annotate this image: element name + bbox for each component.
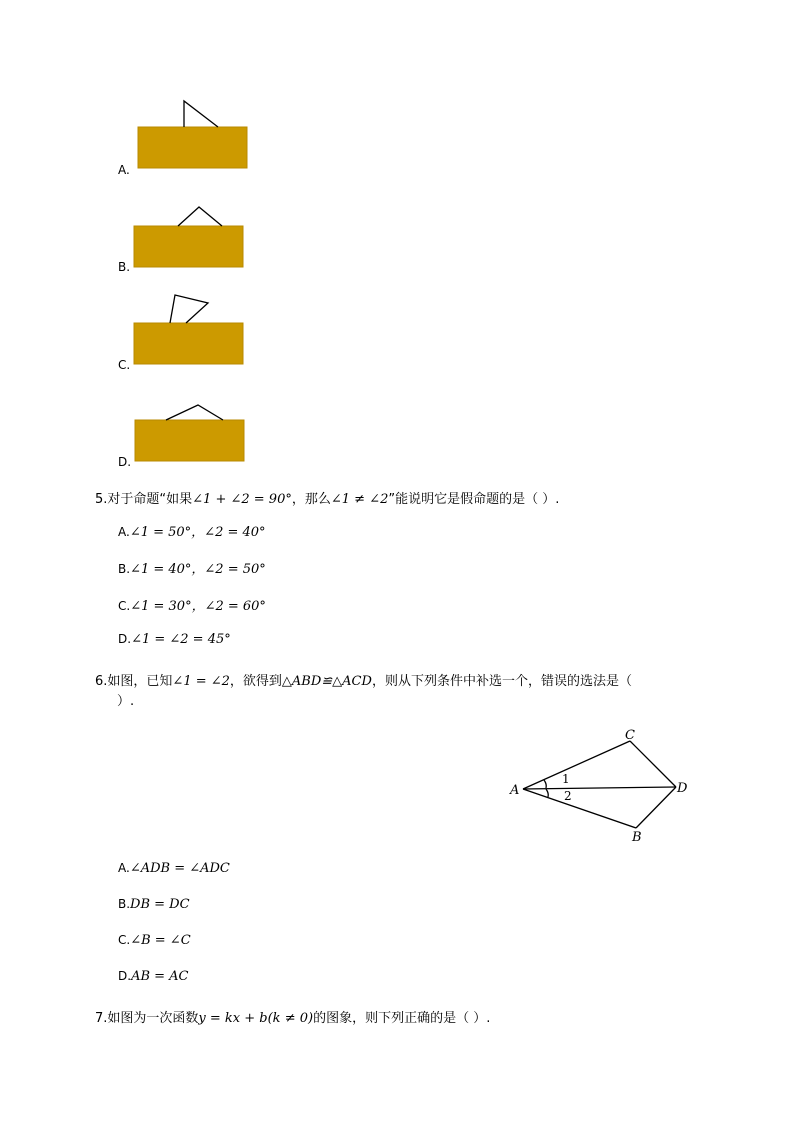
q5-option-b-text: ∠1 = 40°，∠2 = 50° [130, 562, 266, 577]
q5-stem-math-1: ∠1 + ∠2 = 90° [192, 492, 292, 507]
point-c-label: C [625, 728, 635, 743]
point-a-label: A [510, 783, 520, 798]
q6-stem-text-a: 如图，已知 [107, 674, 173, 689]
point-d-label: D [677, 781, 688, 796]
q4-option-a-letter: A. [118, 163, 130, 177]
angle-2-label: 2 [564, 789, 572, 803]
q6-stem-line2: ）. [117, 694, 135, 709]
q6-number: 6. [95, 674, 108, 689]
q6-quadrilateral [523, 741, 676, 828]
q7-stem [95, 1007, 490, 1026]
q6-option-c[interactable] [118, 933, 191, 948]
q6-option-b-letter: B. [118, 897, 131, 911]
q4-option-c-letter: C. [118, 358, 131, 372]
q6-stem-math-1: ∠1 = ∠2 [172, 674, 230, 689]
q7-stem-math: y = kx + b(k ≠ 0) [198, 1011, 314, 1026]
q6-option-d[interactable] [118, 969, 189, 984]
q7-number: 7. [95, 1011, 108, 1026]
q5-option-b-letter: B. [118, 562, 131, 576]
q5-option-d-letter: D. [118, 632, 132, 646]
angle-1-label: 1 [562, 772, 570, 786]
angle-1-arc [544, 780, 546, 788]
q6-stem-text-b: ，欲得到 [229, 674, 282, 689]
q5-stem-text-a: 对于命题“如果 [107, 492, 193, 507]
segment-bd [636, 787, 676, 828]
q4-option-d-letter: D. [118, 455, 132, 469]
q5-option-c-text: ∠1 = 30°，∠2 = 60° [130, 599, 266, 614]
q6-option-d-text: AB = AC [131, 969, 189, 984]
q5-stem-math-2: ∠1 ≠ ∠2 [330, 492, 389, 507]
q5-option-c-letter: C. [118, 599, 131, 613]
q7-stem-text-a: 如图为一次函数 [107, 1011, 199, 1026]
q5-option-d-text: ∠1 = ∠2 = 45° [131, 632, 231, 647]
q6-stem-text-c: ，则从下列条件中补选一个，错误的选法是（ [371, 674, 632, 689]
q7-stem-text-b: 的图象，则下列正确的是（ ）. [313, 1011, 491, 1026]
segment-ab [523, 789, 636, 828]
segment-ac [523, 741, 630, 789]
q6-option-c-letter: C. [118, 933, 131, 947]
angle-2-arc [546, 789, 548, 797]
q5-stem-text-c: ”能说明它是假命题的是（ ）. [388, 492, 560, 507]
q4-option-b-letter: B. [118, 260, 131, 274]
q6-option-d-letter: D. [118, 969, 132, 983]
q6-option-a-text: ∠ADB = ∠ADC [129, 861, 230, 876]
q5-option-a-text: ∠1 = 50°，∠2 = 40° [129, 525, 266, 540]
q5-number: 5. [95, 492, 108, 507]
q5-stem-text-b: ，那么 [291, 492, 331, 507]
q6-option-a-letter: A. [118, 861, 130, 875]
q6-stem-math-2: △ABD≌△ACD [281, 674, 372, 689]
q6-option-b-text: DB = DC [130, 897, 190, 912]
point-b-label: B [632, 830, 642, 845]
q5-option-a-letter: A. [118, 525, 130, 539]
q6-option-b[interactable] [118, 897, 190, 912]
q6-option-a[interactable] [118, 861, 230, 876]
segment-cd [630, 741, 676, 787]
q6-option-c-text: ∠B = ∠C [130, 933, 191, 948]
